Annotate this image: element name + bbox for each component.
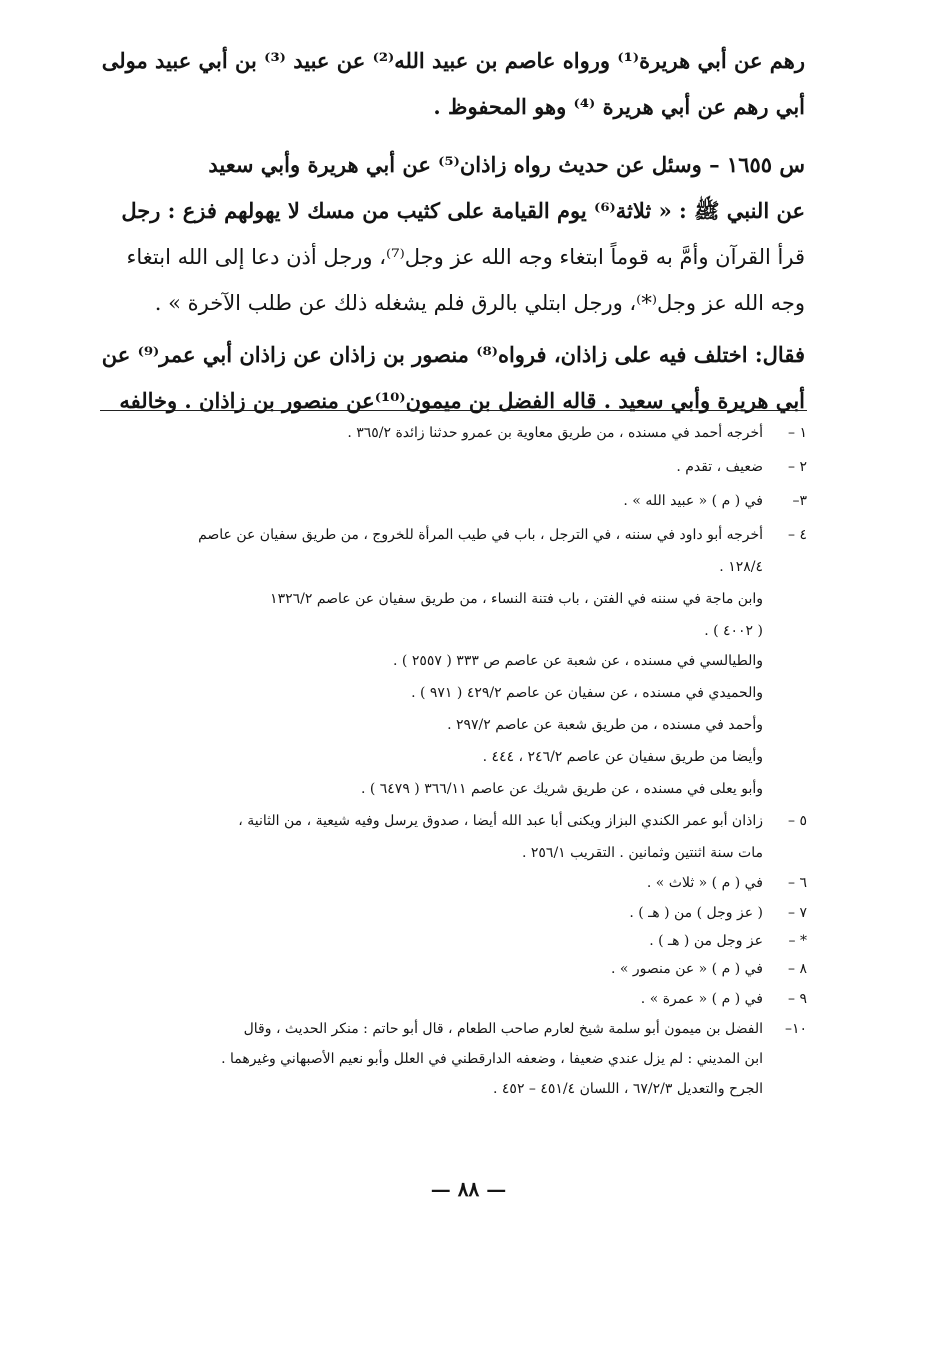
footnote: [100, 872, 807, 902]
footnote: [100, 422, 807, 456]
footnote-text: في ( م ) « ثلاث » .: [646, 875, 763, 891]
footnote-number: ٨ –: [788, 961, 807, 977]
footnote-line: أخرجه أبو داود في سننه ، في الترجل ، باب في طيب المرأة للخروج ، من طريق سفيان عن عاصم: [198, 527, 763, 543]
footnote-text: في ( م ) « عمرة » .: [640, 991, 763, 1007]
footnote-text: [100, 810, 763, 864]
footnote: [100, 810, 807, 872]
footnote-line: ١٢٨/٤ .: [719, 559, 763, 575]
footnote-line: الفضل بن ميمون أبو سلمة شيخ لعارم صاحب الطعام ، قال أبو حاتم : منكر الحديث ، وقال: [243, 1021, 763, 1037]
footnote-text: [100, 1018, 763, 1100]
footnote-text: وأبو يعلى في مسنده ، عن طريق شريك عن عاصم ٣٦٦/١١ ( ٦٤٧٩ ) .: [360, 781, 763, 797]
footnote: [100, 930, 807, 958]
footnote-number: ١ –: [788, 425, 807, 441]
footnote-number: ٢ –: [788, 459, 807, 475]
footnote: [100, 958, 807, 988]
main-text-line: وجه الله عز وجل⁽*⁾، ورجل ابتلي بالرق فلم يشغله ذلك عن طلب الآخرة » .: [154, 291, 805, 315]
footnote: [100, 456, 807, 490]
footnote: [100, 778, 807, 810]
main-text: [100, 38, 805, 424]
footnote-line: زاذان أبو عمر الكندي البزاز ويكنى أبا عبد الله أيضا ، صدوق يرسل وفيه شيعية ، من الثانية ،: [238, 813, 763, 829]
footnote-number: * –: [788, 933, 807, 949]
footnote: [100, 682, 807, 714]
footnote-text: [100, 524, 763, 578]
main-text-line: رهم عن أبي هريرة⁽¹⁾ ورواه عاصم بن عبيد الله⁽²⁾ عن عبيد ⁽³⁾ بن أبي عبيد مولى: [101, 48, 805, 73]
footnote-number: ٧ –: [788, 905, 807, 921]
footnote-text: أخرجه أحمد في مسنده ، من طريق معاوية بن عمرو حدثنا زائدة ٣٦٥/٢ .: [347, 425, 763, 441]
footnote-text: والحميدي في مسنده ، عن سفيان عن عاصم ٤٢٩/٢ ( ٩٧١ ) .: [411, 685, 763, 701]
footnote-number: ٣–: [792, 493, 807, 509]
footnote-number: ٥ –: [788, 813, 807, 829]
footnote-line: وابن ماجة في سننه في الفتن ، باب فتنة النساء ، من طريق سفيان عن عاصم ١٣٢٦/٢: [270, 591, 763, 607]
footnote-divider: [100, 410, 807, 411]
question-heading: س ١٦٥٥ – وسئل عن حديث رواه زاذان⁽⁵⁾ عن أبي هريرة وأبي سعيد: [208, 152, 805, 177]
footnote-line: الجرح والتعديل ٦٧/٢/٣ ، اللسان ٤٥١/٤ – ٤٥٢ .: [493, 1081, 763, 1097]
footnote: [100, 524, 807, 588]
page-number: — ٨٨ —: [430, 1177, 507, 1201]
footnote-text: في ( م ) « عبيد الله » .: [623, 493, 763, 509]
footnote-text: [100, 588, 763, 642]
footnote-text: في ( م ) « عن منصور » .: [610, 961, 763, 977]
main-text-line: فقال: اختلف فيه على زاذان، فرواه⁽⁸⁾ منصور بن زاذان عن زاذان أبي عمر⁽⁹⁾ عن: [101, 342, 805, 367]
footnote-text: وأحمد في مسنده ، من طريق شعبة عن عاصم ٢٩٧/٢ .: [447, 717, 763, 733]
footnote-text: ضعيف ، تقدم .: [676, 459, 763, 475]
footnote: [100, 902, 807, 930]
main-text-line: عن النبي ﷺ : « ثلاثة⁽⁶⁾ يوم القيامة على كثيب من مسك لا يهولهم فزع : رجل: [121, 198, 805, 223]
footnote-number: ٦ –: [788, 875, 807, 891]
footnote: [100, 650, 807, 682]
footnote-line: مات سنة اثنتين وثمانين . التقريب ٢٥٦/١ .: [521, 845, 763, 861]
footnote: [100, 1018, 807, 1108]
footnote: [100, 588, 807, 650]
footnote-number: ٩ –: [788, 991, 807, 1007]
footnote-number: ٤ –: [788, 527, 807, 543]
footnote-line: ( ٤٠٠٢ ) .: [704, 623, 763, 639]
footnote: [100, 746, 807, 778]
footnote-text: ( عز وجل ) من ( هـ ) .: [629, 905, 763, 921]
footnote: [100, 988, 807, 1018]
footnote: [100, 490, 807, 524]
footnote: [100, 714, 807, 746]
main-text-line: أبي هريرة وأبي سعيد . قاله الفضل بن ميمون⁽¹⁰⁾عن منصور بن زاذان . وخالفه: [119, 388, 805, 413]
main-text-line: أبي رهم عن أبي هريرة ⁽⁴⁾ وهو المحفوظ .: [433, 94, 805, 119]
footnote-text: والطيالسي في مسنده ، عن شعبة عن عاصم ص ٣٣٣ ( ٢٥٥٧ ) .: [393, 653, 763, 669]
main-text-line: قرأ القرآن وأمَّ به قوماً ابتغاء وجه الله عز وجل⁽⁷⁾، ورجل أذن دعا إلى الله ابتغاء: [126, 245, 805, 269]
footnote-text: وأيضا من طريق سفيان عن عاصم ٢٤٦/٢ ، ٤٤٤ .: [482, 749, 763, 765]
footnote-number: ١٠–: [784, 1021, 807, 1037]
footnote-line: ابن المديني : لم يزل عندي ضعيفا ، وضعفه الدارقطني في العلل وأبو نعيم الأصبهاني وغيرهما .: [221, 1051, 763, 1067]
footnotes: [100, 422, 807, 1108]
footnote-text: عز وجل من ( هـ ) .: [649, 933, 763, 949]
